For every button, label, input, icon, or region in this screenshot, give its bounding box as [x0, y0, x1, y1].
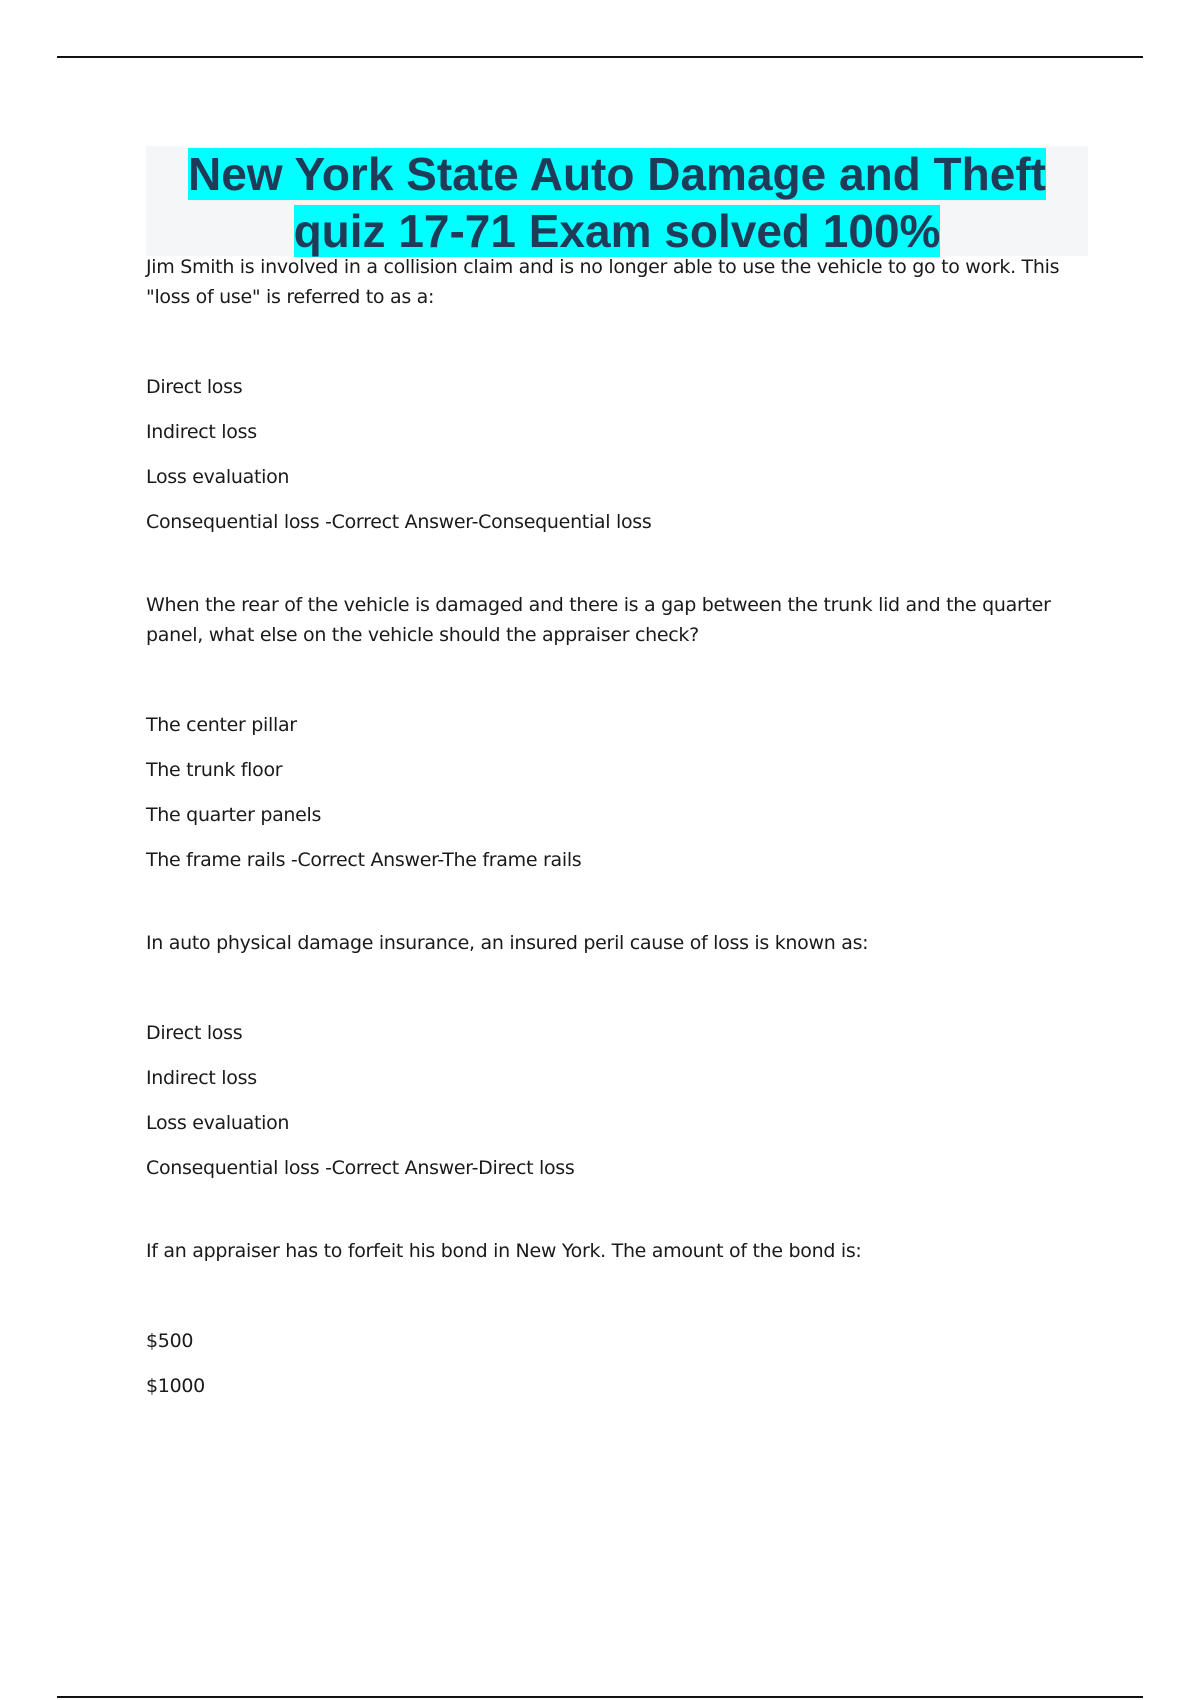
- answer-option: The trunk floor: [146, 759, 283, 781]
- answer-option-with-correct-answer: Consequential loss -Correct Answer-Consequential loss: [146, 511, 652, 533]
- answer-options: [146, 1018, 1086, 1183]
- question-text: If an appraiser has to forfeit his bond in New York. The amount of the bond is:: [146, 1240, 862, 1262]
- answer-option: Indirect loss: [146, 421, 257, 443]
- answer-option: $1000: [146, 1375, 205, 1397]
- answer-option: Direct loss: [146, 1022, 243, 1044]
- question-text: In auto physical damage insurance, an insured peril cause of loss is known as:: [146, 932, 869, 954]
- answer-option-with-correct-answer: Consequential loss -Correct Answer-Direct loss: [146, 1157, 575, 1179]
- answer-option: Loss evaluation: [146, 1112, 290, 1134]
- question-text: When the rear of the vehicle is damaged and there is a gap between the trunk lid and the quarter panel, what else on the vehicle should the appraiser check?: [146, 594, 1051, 646]
- document-title: [146, 146, 1088, 256]
- top-rule: [57, 56, 1143, 58]
- question-block-2: [146, 590, 1086, 875]
- bottom-rule: [57, 1696, 1143, 1698]
- question-block-3: [146, 928, 1086, 1183]
- answer-option-with-correct-answer: The frame rails -Correct Answer-The frame rails: [146, 849, 582, 871]
- answer-options: [146, 710, 1086, 875]
- document-body: [146, 252, 1086, 1454]
- question-text: Jim Smith is involved in a collision claim and is no longer able to use the vehicle to go to work. This "loss of use" is referred to as a:: [146, 256, 1060, 308]
- answer-options: [146, 1326, 1086, 1401]
- answer-option: The quarter panels: [146, 804, 322, 826]
- answer-option: $500: [146, 1330, 194, 1352]
- answer-option: Loss evaluation: [146, 466, 290, 488]
- answer-option: The center pillar: [146, 714, 297, 736]
- question-block-1: [146, 252, 1086, 537]
- answer-option: Indirect loss: [146, 1067, 257, 1089]
- question-block-4: [146, 1236, 1086, 1401]
- title-line-1: New York State Auto Damage and Theft: [188, 148, 1046, 200]
- title-line-2: quiz 17-71 Exam solved 100%: [293, 205, 941, 257]
- answer-option: Direct loss: [146, 376, 243, 398]
- answer-options: [146, 372, 1086, 537]
